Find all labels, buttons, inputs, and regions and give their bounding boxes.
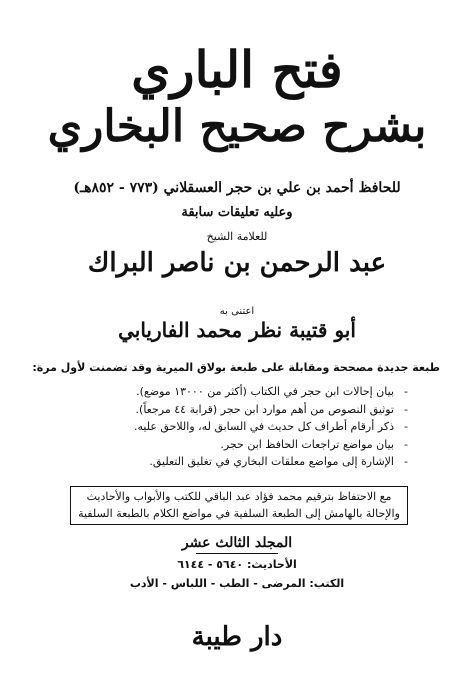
hadith-range: الأحاديث: ٥٦٤٠ - ٦١٤٤	[177, 558, 297, 571]
author-line: للحافظ أحمد بن علي بن حجر العسقلاني (٧٧٣ - ٨٥٢هـ)	[73, 180, 401, 196]
note-line1: مع الاحتفاظ بترقيم محمد فؤاد عبد الباقي للكتب والأبواب والأحاديث	[86, 490, 392, 503]
volume-underline	[196, 553, 278, 554]
editor-name: أبو قتيبة نظر محمد الفاريابي	[118, 318, 356, 342]
edited-by-label: اعتنى به	[219, 306, 255, 317]
edition-intro: طبعة جديدة مصححة ومقابلة على طبعة بولاق الميرية وقد تضمنت لأول مرة:	[32, 361, 440, 374]
note-line2: والإحالة بالهامش إلى الطبعة السلفية في مواضع الكلام بالطبعة السلفية	[78, 507, 400, 520]
feature-item: - توثيق النصوص من أهم موارد ابن حجر (قرابة ٤٤ مرجعاً).	[28, 401, 408, 419]
scholar-prefix: للعلامة الشيخ	[206, 230, 268, 243]
book-title-line1: فتح الباري	[131, 40, 343, 99]
publisher-logo: دار طيبة	[191, 622, 283, 652]
book-title-line2: بشرح صحيح البخاري	[47, 101, 427, 152]
feature-item: - ذكر أرقام أطراف كل حديث في السابق له، واللاحق عليه.	[28, 418, 408, 436]
commentary-line: وعليه تعليقات سابقة	[181, 205, 293, 220]
features-list	[28, 383, 408, 471]
books-list: الكتب: المرضى - الطب - اللباس - الأدب	[129, 577, 345, 590]
sheikh-name: عبد الرحمن بن ناصر البراك	[87, 248, 387, 278]
feature-item: - بيان إحالات ابن حجر في الكتاب (أكثر من ١٣٠٠٠ موضع).	[28, 383, 408, 401]
feature-item: - الإشارة إلى مواضع معلقات البخاري في تغليق التعليق.	[28, 453, 408, 471]
numbering-note-box	[70, 486, 408, 525]
feature-item: - بيان مواضع تراجعات الحافظ ابن حجر.	[28, 436, 408, 454]
volume-label: المجلد الثالث عشر	[181, 535, 293, 551]
